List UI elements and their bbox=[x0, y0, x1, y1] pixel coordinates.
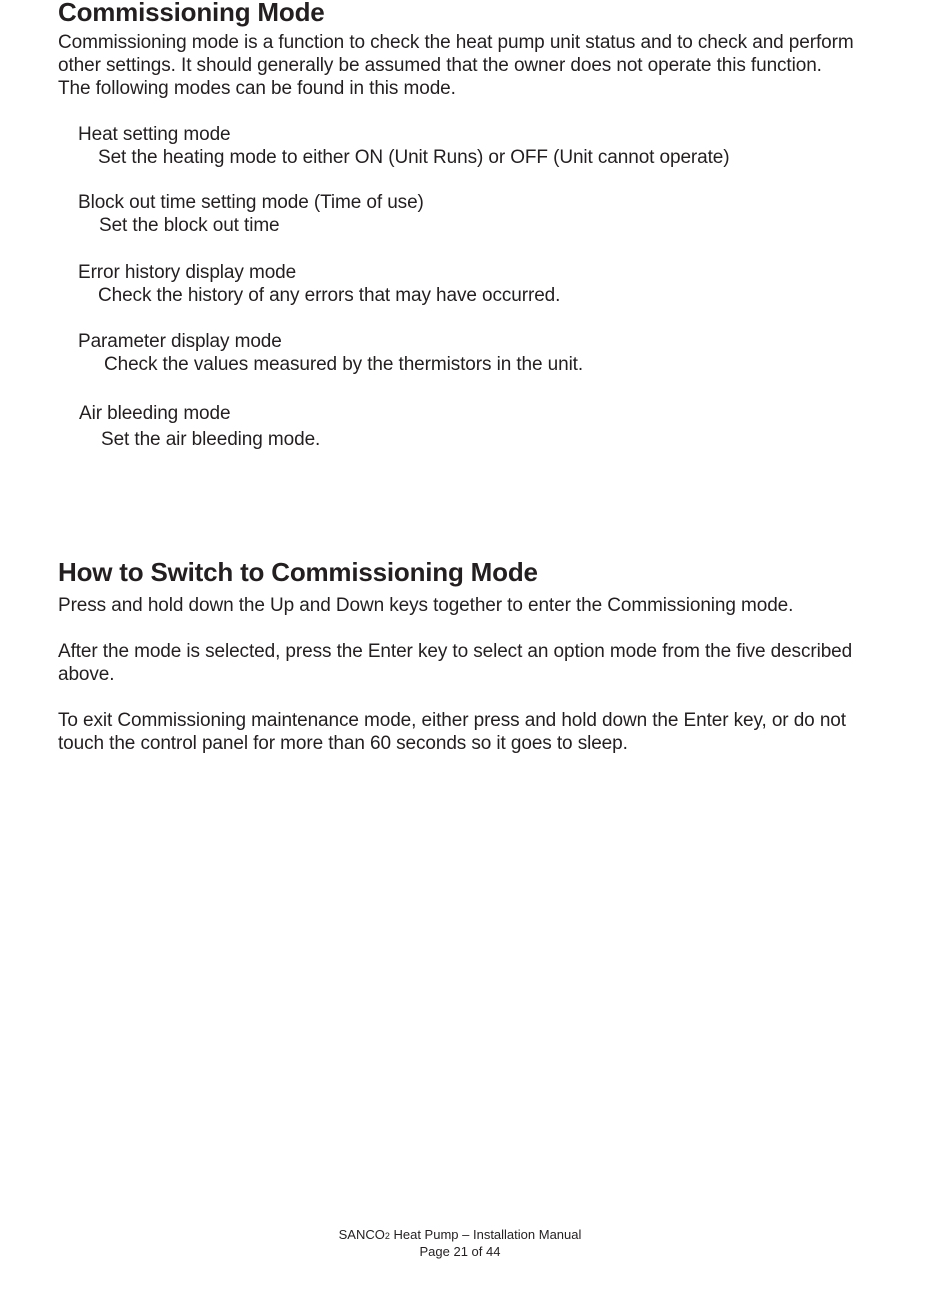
mode-title-block-out-time: Block out time setting mode (Time of use) bbox=[78, 192, 424, 213]
mode-desc-block-out-time: Set the block out time bbox=[99, 215, 280, 236]
footer-manual-title bbox=[0, 1227, 920, 1244]
mode-title-error-history: Error history display mode bbox=[78, 262, 297, 283]
mode-desc-parameter-display: Check the values measured by the thermistors in the unit. bbox=[104, 354, 584, 375]
mode-title-heat-setting: Heat setting mode bbox=[78, 124, 231, 145]
instruction-paragraph-select: After the mode is selected, press the Enter key to select an option mode from the five described above. bbox=[58, 641, 853, 685]
mode-title-air-bleeding: Air bleeding mode bbox=[79, 403, 231, 424]
instruction-paragraph-exit: To exit Commissioning maintenance mode, either press and hold down the Enter key, or do not touch the control panel for more than 60 seconds so it goes to sleep. bbox=[58, 710, 846, 754]
footer-manual-prefix: SANCO bbox=[338, 1227, 385, 1242]
intro-paragraph: Commissioning mode is a function to check the heat pump unit status and to check and perform other settings. It should generally be assumed that the owner does not operate this function. The following modes can be found in this mode. bbox=[58, 32, 854, 99]
mode-title-parameter-display: Parameter display mode bbox=[78, 331, 282, 352]
section-title-commissioning-mode: Commissioning Mode bbox=[58, 0, 325, 27]
footer-manual-suffix: Heat Pump – Installation Manual bbox=[389, 1227, 582, 1242]
mode-desc-error-history: Check the history of any errors that may have occurred. bbox=[98, 285, 561, 306]
footer-manual-subscript: 2 bbox=[384, 1231, 390, 1241]
section-title-how-to-switch: How to Switch to Commissioning Mode bbox=[58, 557, 538, 587]
footer-page-number: Page 21 of 44 bbox=[419, 1244, 501, 1259]
mode-desc-air-bleeding: Set the air bleeding mode. bbox=[101, 429, 321, 450]
instruction-paragraph-enter: Press and hold down the Up and Down keys together to enter the Commissioning mode. bbox=[58, 595, 794, 616]
mode-desc-heat-setting: Set the heating mode to either ON (Unit Runs) or OFF (Unit cannot operate) bbox=[98, 147, 730, 168]
